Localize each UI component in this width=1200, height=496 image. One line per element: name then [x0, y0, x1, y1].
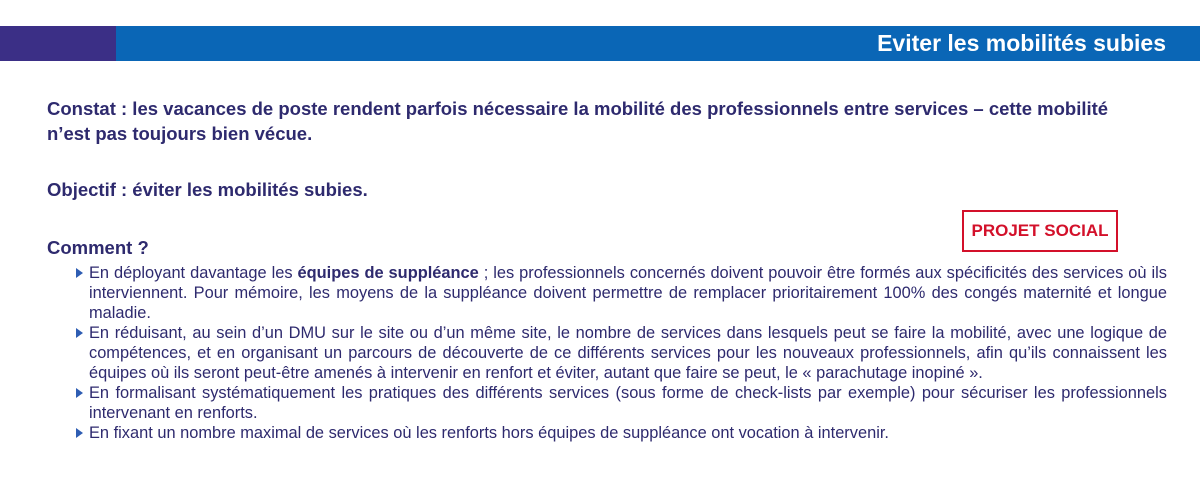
bullet-text: En réduisant, au sein d’un DMU sur le site ou d’un même site, le nombre de services dans lesquels peut se faire la mobilité, avec une logique de compétences, et en organisant un parcours de découverte de ce différents services pour les nouveaux professionnels, afin qu’ils connaissent les équipes où ils seront peut-être amenés à intervenir en renfort et éviter, autant que faire se peut, le « parachutage inopiné ». [89, 324, 1167, 382]
list-item [47, 383, 1167, 423]
title-banner [0, 26, 1200, 61]
comment-row [47, 221, 1167, 263]
list-item [47, 263, 1167, 323]
triangle-bullet-icon [76, 388, 83, 398]
constat-text: Constat : les vacances de poste rendent parfois nécessaire la mobilité des professionnels entre services – cette mobilité n’est pas toujours bien vécue. [47, 98, 1109, 144]
triangle-bullet-icon [76, 428, 83, 438]
page-title: Eviter les mobilités subies [877, 30, 1166, 56]
comment-heading: Comment ? [47, 237, 149, 258]
bullet-list [47, 263, 1167, 443]
slide-content [47, 96, 1167, 443]
bullet-text: En fixant un nombre maximal de services où les renforts hors équipes de suppléance ont vocation à intervenir. [89, 424, 889, 442]
objectif-text: Objectif : éviter les mobilités subies. [47, 179, 368, 200]
banner-accent-block [0, 26, 116, 61]
triangle-bullet-icon [76, 328, 83, 338]
projet-social-badge: PROJET SOCIAL [962, 210, 1118, 252]
bullet-text-after: ; les professionnels concernés doivent pouvoir être formés aux spécificités des services où ils interviennent. Pour mémoire, les moyens de la suppléance doivent permettre de remplacer prioritairement 100% des congés maternité et longue maladie. [89, 264, 1167, 322]
triangle-bullet-icon [76, 268, 83, 278]
list-item [47, 323, 1167, 383]
list-item [47, 423, 1167, 443]
bullet-text: En formalisant systématiquement les pratiques des différents services (sous forme de check-lists par exemple) pour sécuriser les professionnels intervenant en renforts. [89, 384, 1167, 422]
bullet-text-before: En déployant davantage les [89, 264, 298, 282]
bullet-text-strong: équipes de suppléance [297, 264, 479, 282]
